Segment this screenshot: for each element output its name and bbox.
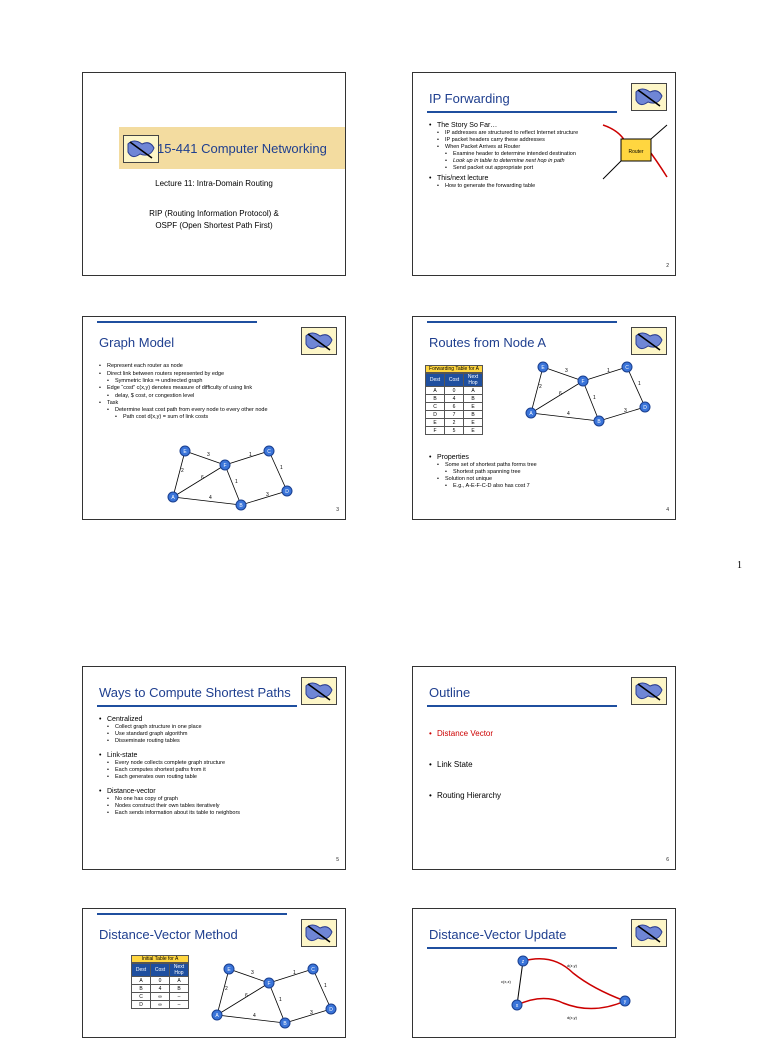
label-dxy: d(x,y)	[567, 1015, 577, 1020]
sub-bullet: • Examine header to determine intended destination	[429, 151, 601, 158]
bullet: • Represent each router as node	[99, 363, 329, 371]
table-cell: ∞	[151, 993, 170, 1001]
table-row	[426, 419, 483, 427]
edge-cost-label: 6	[559, 391, 562, 397]
slide-2	[412, 72, 676, 276]
edge-E-F	[543, 367, 583, 381]
sub-bullet: • Collect graph structure in one place	[99, 724, 329, 731]
slide-title: 15-441 Computer Networking	[157, 141, 327, 156]
column-header: Cost	[151, 964, 170, 977]
edge-cost-label: 1	[593, 395, 596, 401]
title-underline	[97, 705, 297, 707]
network-graph	[203, 961, 346, 1038]
node-label-E: E	[227, 967, 231, 973]
table-row	[426, 387, 483, 395]
edge-E-F	[185, 451, 225, 465]
slide-title: Distance-Vector Update	[429, 927, 567, 942]
table-cell: A	[170, 977, 189, 985]
title-underline	[427, 705, 617, 707]
sub-bullet: • Some set of shortest paths forms tree	[429, 462, 659, 469]
column-header: Next Hop	[464, 374, 483, 387]
edge-E-F	[229, 969, 269, 983]
title-underline	[427, 321, 617, 323]
edge-C-D	[313, 969, 331, 1009]
table-cell: A	[426, 387, 445, 395]
edge-cost-label: 3	[207, 452, 210, 458]
table-caption: Forwarding Table for A	[425, 365, 483, 373]
edge-cost-label: 4	[209, 495, 212, 501]
edge-cost-label: 3	[251, 970, 254, 976]
edge-cost-label: 2	[181, 468, 184, 474]
node-label-A: A	[215, 1013, 219, 1019]
bullet: • Distance-vector	[99, 787, 329, 796]
table-cell: D	[426, 411, 445, 419]
edge-B-D	[285, 1009, 331, 1023]
node-label-E: E	[541, 365, 545, 371]
edge-F-C	[225, 451, 269, 465]
svg-text:x: x	[515, 1003, 519, 1009]
edge-C-D	[269, 451, 287, 491]
slide-title: IP Forwarding	[429, 91, 510, 106]
sub-bullet: • Disseminate routing tables	[99, 738, 329, 745]
course-logo-icon	[631, 677, 667, 705]
slide-title: Ways to Compute Shortest Paths	[99, 685, 291, 700]
edge-x-z	[517, 961, 523, 1005]
bullet: • Properties	[429, 453, 659, 462]
bullet: • Link-state	[99, 751, 329, 760]
edge-cost-label: 4	[253, 1013, 256, 1019]
node-label-A: A	[171, 495, 175, 501]
table-row	[132, 977, 189, 985]
edge-cost-label: 4	[567, 411, 570, 417]
slide-title: Routes from Node A	[429, 335, 547, 350]
sub-bullet: • Look up in table to determine next hop in path	[429, 158, 601, 165]
title-underline	[427, 947, 617, 949]
table-cell: F	[426, 427, 445, 435]
table-row	[426, 411, 483, 419]
table-cell: 2	[445, 419, 464, 427]
slide-number: 5	[336, 857, 339, 863]
table-cell: A	[132, 977, 151, 985]
edge-A-B	[531, 413, 599, 421]
table-cell: C	[426, 403, 445, 411]
bullet: • Centralized	[99, 715, 329, 724]
node-label-D: D	[285, 489, 289, 495]
node-label-C: C	[267, 449, 271, 455]
course-logo-icon	[301, 327, 337, 355]
edge-cost-label: 1	[235, 479, 238, 485]
outline-item-link-state: • Link State	[429, 760, 659, 769]
sub-bullet: • Shortest path spanning tree	[429, 469, 659, 476]
edge-A-E	[173, 451, 185, 497]
sub-bullet: • Determine least cost path from every node to every other node	[99, 407, 329, 414]
node-label-B: B	[597, 419, 601, 425]
sub-bullet: • When Packet Arrives at Router	[429, 144, 601, 151]
node-label-D: D	[329, 1007, 333, 1013]
bullet: • This/next lecture	[429, 174, 601, 183]
edge-cost-label: 2	[539, 384, 542, 390]
edge-A-E	[217, 969, 229, 1015]
svg-text:y: y	[623, 999, 627, 1005]
update-diagram	[483, 953, 643, 1023]
node-label-F: F	[267, 981, 271, 987]
title-underline	[97, 913, 287, 915]
slide-number: 6	[666, 857, 669, 863]
sub-bullet: • Every node collects complete graph structure	[99, 760, 329, 767]
course-logo-icon	[301, 677, 337, 705]
slide-1	[82, 72, 346, 276]
slide-7	[82, 908, 346, 1038]
table-row	[426, 403, 483, 411]
table-cell: E	[464, 403, 483, 411]
node-label-F: F	[223, 463, 227, 469]
page-number: 1	[737, 560, 742, 571]
table-row	[426, 427, 483, 435]
edge-F-C	[583, 367, 627, 381]
lecture-line: Lecture 11: Intra-Domain Routing	[155, 179, 273, 188]
forwarding-table	[425, 365, 483, 435]
node-label-D: D	[643, 405, 647, 411]
table-cell: E	[464, 419, 483, 427]
slide-title: Distance-Vector Method	[99, 927, 238, 942]
table-cell: B	[426, 395, 445, 403]
node-label-B: B	[239, 503, 243, 509]
network-graph	[517, 359, 667, 439]
network-graph	[159, 443, 309, 513]
table-cell: ∞	[151, 1001, 170, 1009]
edge-F-B	[225, 465, 241, 505]
router-diagram	[601, 121, 671, 181]
sub-bullet: • Symmetric links ⇒ undirected graph	[99, 378, 329, 385]
outline-item-routing-hierarchy: • Routing Hierarchy	[429, 791, 659, 800]
slide-number: 4	[666, 507, 669, 513]
course-logo-icon	[631, 919, 667, 947]
slide-5	[82, 666, 346, 870]
course-logo-icon	[631, 327, 667, 355]
sub-bullet: • No one has copy of graph	[99, 796, 329, 803]
edge-B-D	[241, 491, 287, 505]
edge-cost-label: 2	[225, 986, 228, 992]
table-cell: E	[464, 427, 483, 435]
bullet: • Direct link between routers represented by edge	[99, 371, 329, 379]
slide-number: 3	[336, 507, 339, 513]
slide-title: Graph Model	[99, 335, 175, 350]
table-cell: 7	[445, 411, 464, 419]
node-label-C: C	[311, 967, 315, 973]
slide-8	[412, 908, 676, 1038]
edge-cost-label: 6	[245, 993, 248, 999]
table-row	[132, 993, 189, 1001]
table-cell: B	[170, 985, 189, 993]
table-cell: B	[132, 985, 151, 993]
column-header: Dest	[132, 964, 151, 977]
title-underline	[97, 321, 257, 323]
slide-4	[412, 316, 676, 520]
sub-bullet: • Each sends information about its table to neighbors	[99, 810, 329, 817]
edge-A-B	[217, 1015, 285, 1023]
sub-bullet: • Path cost d(x,y) = sum of link costs	[99, 414, 329, 421]
table-cell: C	[132, 993, 151, 1001]
edge-cost-label: 1	[638, 381, 641, 387]
bullet-list	[429, 453, 659, 490]
title-underline	[427, 111, 617, 113]
node-label-E: E	[183, 449, 187, 455]
label-cxz: c(x,z)	[501, 979, 511, 984]
sub-bullet: • E.g., A-E-F-C-D also has cost 7	[429, 483, 659, 490]
edge-cost-label: 1	[293, 970, 296, 976]
edge-F-B	[583, 381, 599, 421]
edge-cost-label: 1	[607, 368, 610, 374]
table-cell: B	[464, 395, 483, 403]
table-cell: 5	[445, 427, 464, 435]
bullet-list	[99, 715, 329, 817]
table-cell: B	[464, 411, 483, 419]
column-header: Cost	[445, 374, 464, 387]
node-label-C: C	[625, 365, 629, 371]
slide-number: 2	[666, 263, 669, 269]
subtitle-line-1: RIP (Routing Information Protocol) &	[149, 209, 279, 218]
table-cell: 6	[445, 403, 464, 411]
sub-bullet: • IP packet headers carry these addresses	[429, 137, 601, 144]
table-cell: 4	[151, 985, 170, 993]
sub-bullet: • Send packet out appropriate port	[429, 165, 601, 172]
edge-cost-label: 6	[201, 475, 204, 481]
course-logo-icon	[301, 919, 337, 947]
edge-cost-label: 3	[624, 408, 627, 414]
edge-cost-label: 1	[279, 997, 282, 1003]
sub-bullet: • How to generate the forwarding table	[429, 183, 601, 190]
table-caption: Initial Table for A	[131, 955, 189, 963]
sub-bullet: • IP addresses are structured to reflect Internet structure	[429, 130, 601, 137]
table-row	[132, 985, 189, 993]
column-header: Next Hop	[170, 964, 189, 977]
table-cell: 0	[151, 977, 170, 985]
initial-table	[131, 955, 189, 1009]
edge-F-C	[269, 969, 313, 983]
table-cell: 4	[445, 395, 464, 403]
table-cell: 0	[445, 387, 464, 395]
sub-bullet: • Each computes shortest paths from it	[99, 767, 329, 774]
node-label-F: F	[581, 379, 585, 385]
course-logo-icon	[631, 83, 667, 111]
edge-cost-label: 1	[249, 452, 252, 458]
table-cell: E	[426, 419, 445, 427]
outline-item-distance-vector: • Distance Vector	[429, 729, 659, 738]
bullet: • The Story So Far…	[429, 121, 601, 130]
bullet: • Edge “cost” c(x,y) denotes measure of difficulty of using link	[99, 385, 329, 393]
edge-F-B	[269, 983, 285, 1023]
slide-title: Outline	[429, 685, 471, 700]
slide-3	[82, 316, 346, 520]
edge-cost-label: 3	[565, 368, 568, 374]
edge-cost-label: 3	[310, 1010, 313, 1016]
table-cell: –	[170, 1001, 189, 1009]
router-label: Router	[628, 149, 644, 155]
table-cell: –	[170, 993, 189, 1001]
edge-A-B	[173, 497, 241, 505]
edge-cost-label: 3	[266, 492, 269, 498]
bullet-list	[429, 729, 659, 800]
bullet: • Task	[99, 400, 329, 408]
table-row	[132, 1001, 189, 1009]
node-label-A: A	[529, 411, 533, 417]
table-cell: D	[132, 1001, 151, 1009]
edge-cost-label: 1	[280, 465, 283, 471]
column-header: Dest	[426, 374, 445, 387]
table-row	[426, 395, 483, 403]
bullet-list	[429, 121, 601, 190]
sub-bullet: • delay, $ cost, or congestion level	[99, 393, 329, 400]
subtitle-line-2: OSPF (Open Shortest Path First)	[155, 221, 273, 230]
edge-B-D	[599, 407, 645, 421]
sub-bullet: • Nodes construct their own tables iteratively	[99, 803, 329, 810]
slide-6	[412, 666, 676, 870]
table-cell: A	[464, 387, 483, 395]
sub-bullet: • Use standard graph algorithm	[99, 731, 329, 738]
bullet-list	[99, 363, 329, 421]
sub-bullet: • Each generates own routing table	[99, 774, 329, 781]
node-label-B: B	[283, 1021, 287, 1027]
edge-C-D	[627, 367, 645, 407]
edge-A-E	[531, 367, 543, 413]
sub-bullet: • Solution not unique	[429, 476, 659, 483]
edge-cost-label: 1	[324, 983, 327, 989]
label-dzy: d(z,y)	[567, 963, 577, 968]
svg-text:z: z	[521, 959, 525, 965]
path-x-y	[517, 998, 625, 1008]
course-logo-icon	[123, 135, 159, 163]
